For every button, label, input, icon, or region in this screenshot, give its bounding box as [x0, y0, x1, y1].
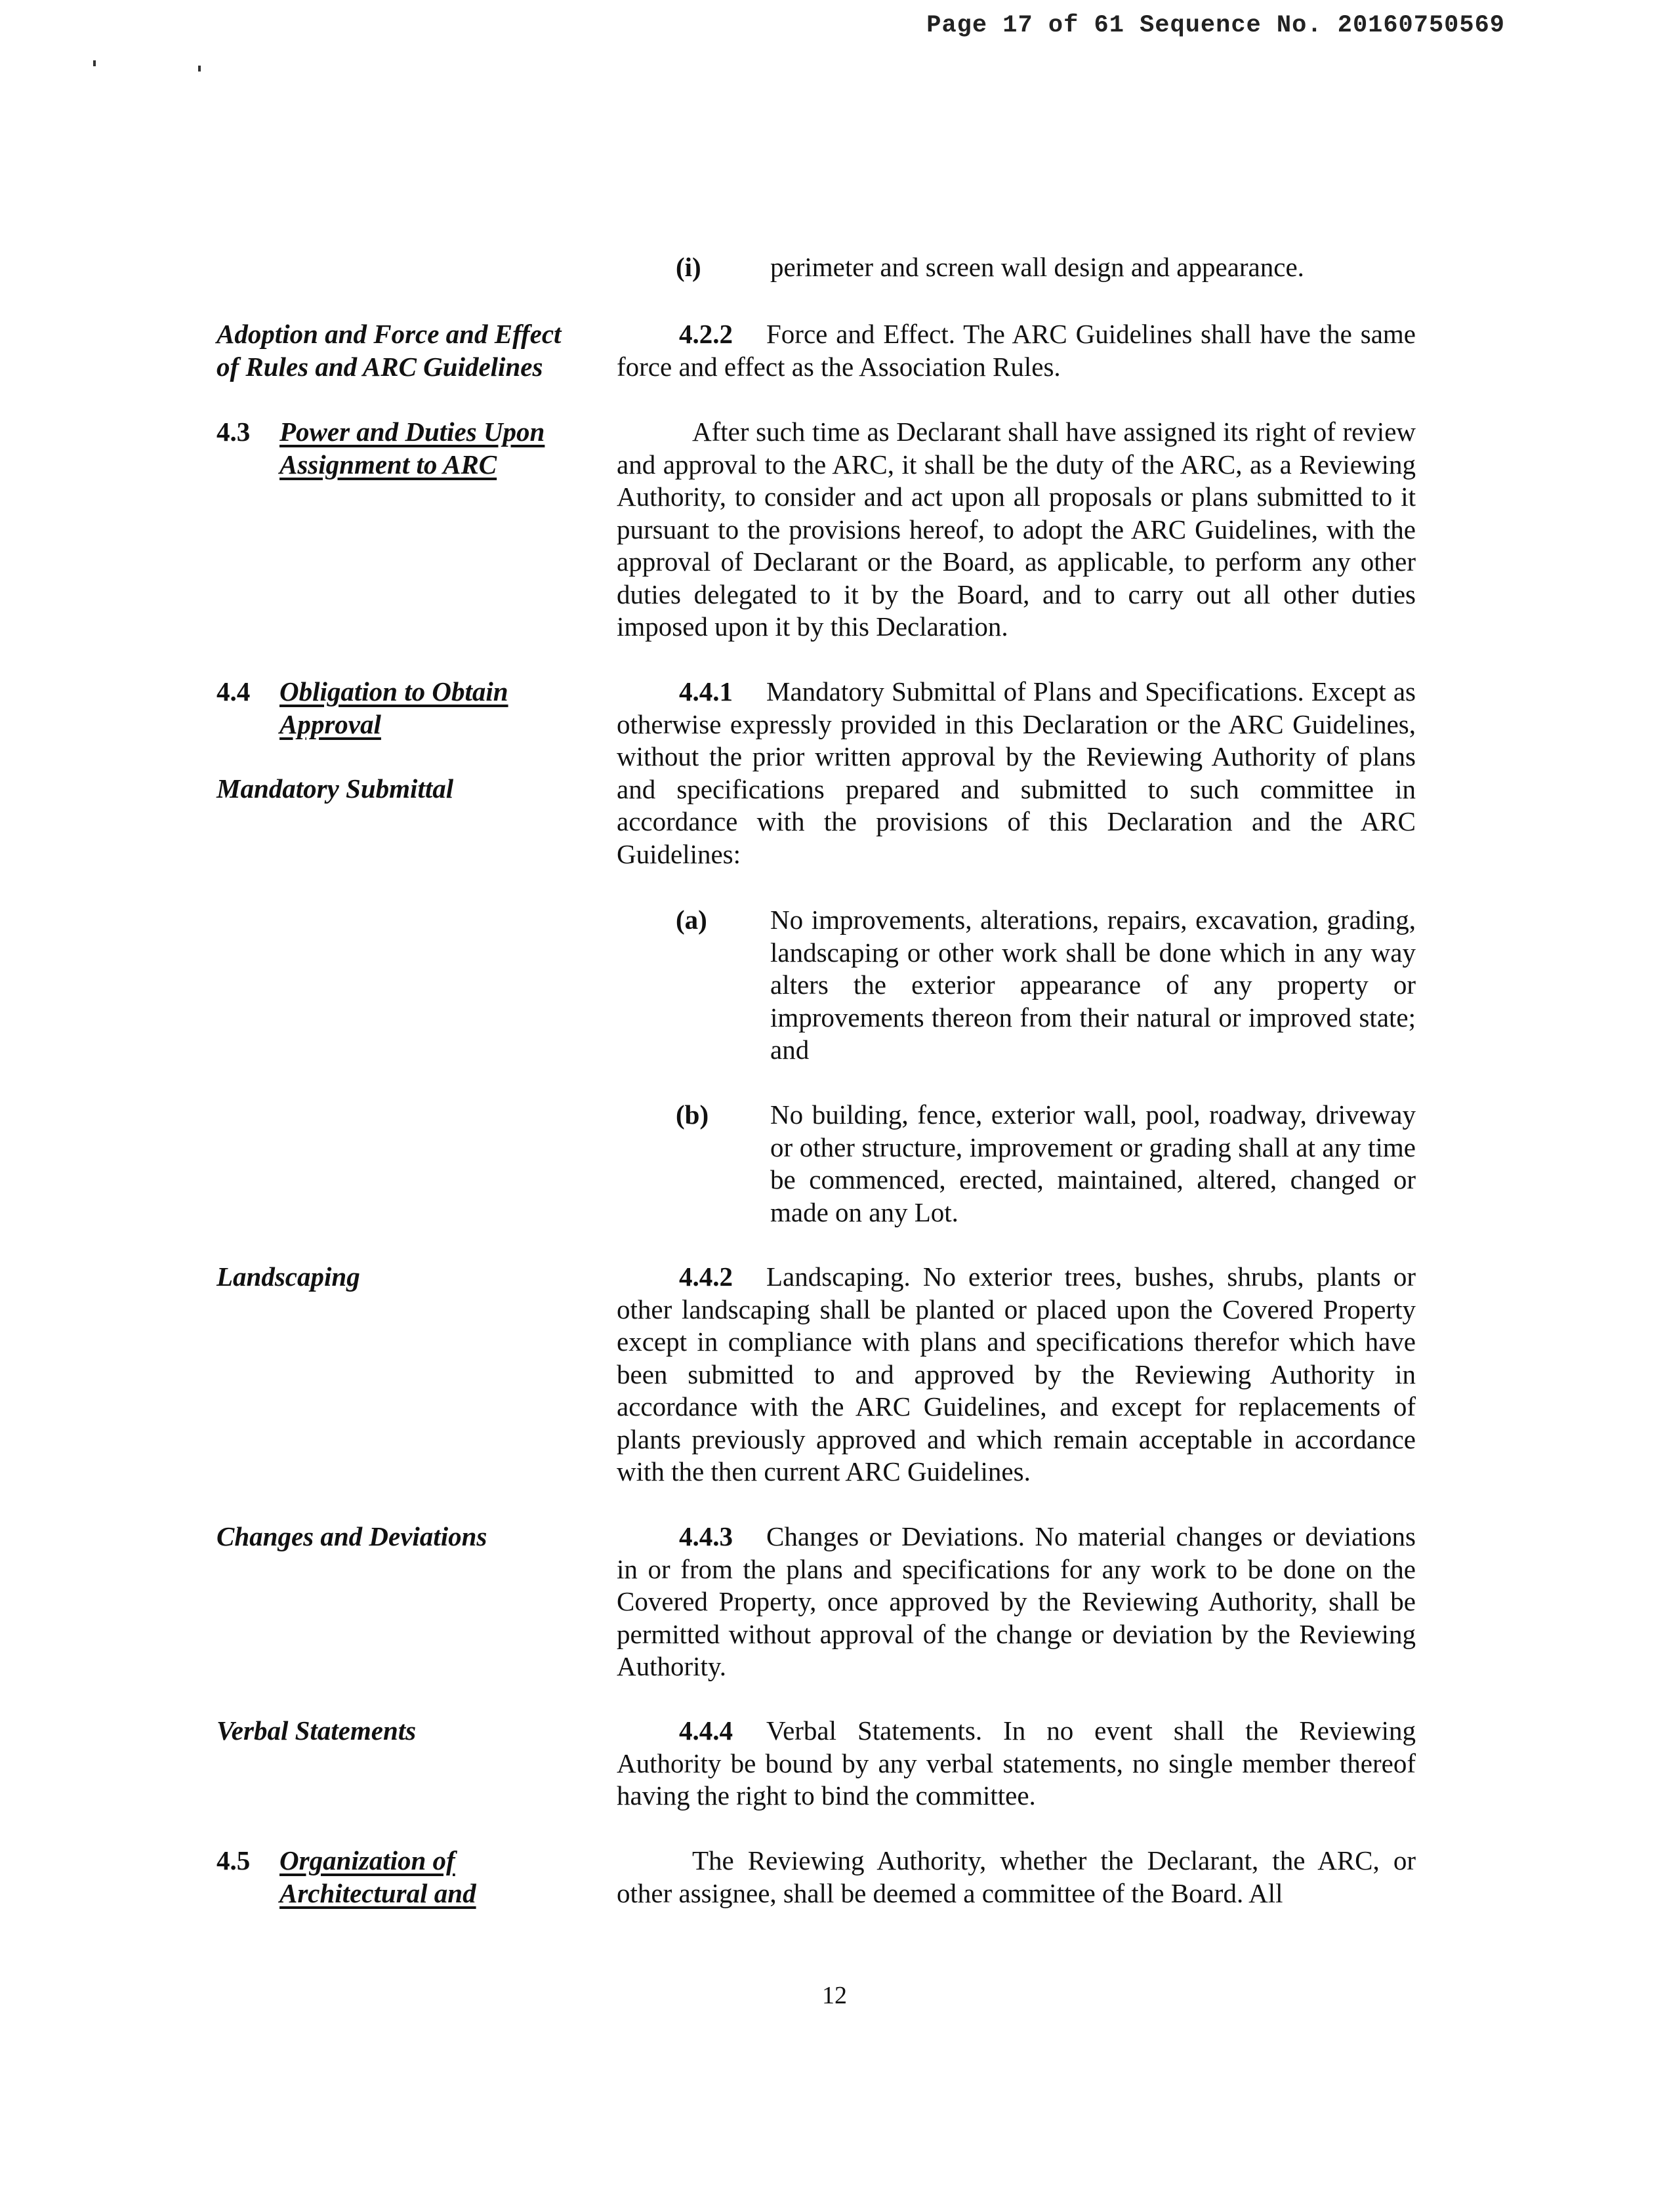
section-heading-4-3 [216, 416, 584, 481]
section-number: 4.3 [216, 417, 251, 447]
section-number: 4.5 [216, 1845, 251, 1875]
sidenote-mandatory-submittal: Mandatory Submittal [216, 773, 454, 804]
paragraph-4-4-1 [617, 676, 1416, 870]
page-number: 12 [822, 1982, 847, 2009]
list-item-text: No improvements, alterations, repairs, excavation, grading, landscaping or other work shall be done which in any way alters the exterior appearance of any property or improvements thereon from their natural or improved state; and [770, 905, 1416, 1065]
paragraph-number: 4.2.2 [679, 319, 733, 349]
list-item-label: (i) [676, 252, 701, 282]
scan-speck [93, 60, 96, 66]
sidenote-landscaping: Landscaping [216, 1261, 360, 1292]
list-item-text: perimeter and screen wall design and appearance. [770, 252, 1304, 282]
sidenote-changes-deviations: Changes and Deviations [216, 1521, 487, 1551]
list-item-a [676, 904, 1416, 1067]
paragraph-number: 4.4.3 [679, 1521, 733, 1551]
paragraph-4-3 [617, 416, 1416, 644]
section-heading-4-5 [216, 1845, 584, 1910]
page-sequence-header: Page 17 of 61 Sequence No. 20160750569 [926, 12, 1505, 39]
paragraph-4-2-2 [617, 318, 1416, 383]
paragraph-number: 4.4.1 [679, 676, 733, 707]
paragraph-text: After such time as Declarant shall have assigned its right of review and approval to the ARC, it shall be the duty of the ARC, as a Reviewing Authority, to consider and act upon all proposals or plans submitted to it pursuant to the provisions hereof, to adopt the ARC Guidelines, with the approval of Declarant or the Board, as applicable, to perform any other duties delegated to it by the Board, and to carry out all other duties imposed upon it by this Declaration. [617, 417, 1416, 642]
paragraph-text: Verbal Statements. In no event shall the Reviewing Authority be bound by any verbal statements, no single member thereof having the right to bind the committee. [617, 1715, 1416, 1811]
sidenote-line: Adoption and Force and Effect [216, 319, 562, 349]
section-title-line: Assignment to ARC [279, 449, 497, 480]
paragraph-text: Mandatory Submittal of Plans and Specifications. Except as otherwise expressly provided in this Declaration or the ARC Guidelines, without the prior written approval by the Reviewing Authority of plans and specifications prepared and submitted to such committee in accordance with the provisions of this Declaration and the ARC Guidelines: [617, 676, 1416, 869]
paragraph-text: Changes or Deviations. No material changes or deviations in or from the plans and specifications for any work to be done on the Covered Property, once approved by the Reviewing Authority, shall be permitted without approval of the change or deviation by the Reviewing Authority. [617, 1521, 1416, 1681]
section-number: 4.4 [216, 676, 251, 707]
paragraph-text: The Reviewing Authority, whether the Declarant, the ARC, or other assignee, shall be deemed a committee of the Board. All [617, 1845, 1416, 1908]
list-item-i [676, 251, 1416, 284]
paragraph-4-4-2 [617, 1261, 1416, 1488]
list-item-b [676, 1099, 1416, 1229]
paragraph-4-4-4 [617, 1715, 1416, 1813]
paragraph-number: 4.4.4 [679, 1715, 733, 1746]
section-title-line: Approval [279, 708, 381, 739]
scan-speck [198, 66, 201, 72]
paragraph-4-4-3 [617, 1521, 1416, 1683]
scan-specks [93, 60, 211, 73]
sidenote-line: of Rules and ARC Guidelines [216, 351, 543, 382]
section-title-line: Obligation to Obtain [279, 676, 508, 707]
paragraph-text: Landscaping. No exterior trees, bushes, shrubs, plants or other landscaping shall be planted or placed upon the Covered Property except in compliance with plans and specifications therefor which have been submitted to and approved by the Reviewing Authority in accordance with the ARC Guidelines, and except for replacements of plants previously approved and which remain acceptable in accordance with the then current ARC Guidelines. [617, 1261, 1416, 1486]
list-item-text: No building, fence, exterior wall, pool, roadway, driveway or other structure, improvement or grading shall at any time be commenced, erected, maintained, altered, changed or made on any Lot. [770, 1099, 1416, 1227]
section-heading-4-4 [216, 676, 584, 741]
sidenote-verbal-statements: Verbal Statements [216, 1715, 417, 1746]
section-title-line: Architectural and [279, 1877, 476, 1908]
paragraph-4-5 [617, 1845, 1416, 1910]
list-item-label: (b) [676, 1099, 709, 1130]
paragraph-number: 4.4.2 [679, 1261, 733, 1292]
section-title-line: Organization of [279, 1845, 455, 1875]
list-item-label: (a) [676, 905, 707, 935]
sidenote-adoption [216, 318, 584, 383]
paragraph-text: Force and Effect. The ARC Guidelines shall have the same force and effect as the Association Rules. [617, 319, 1416, 382]
section-title-line: Power and Duties Upon [279, 417, 545, 447]
